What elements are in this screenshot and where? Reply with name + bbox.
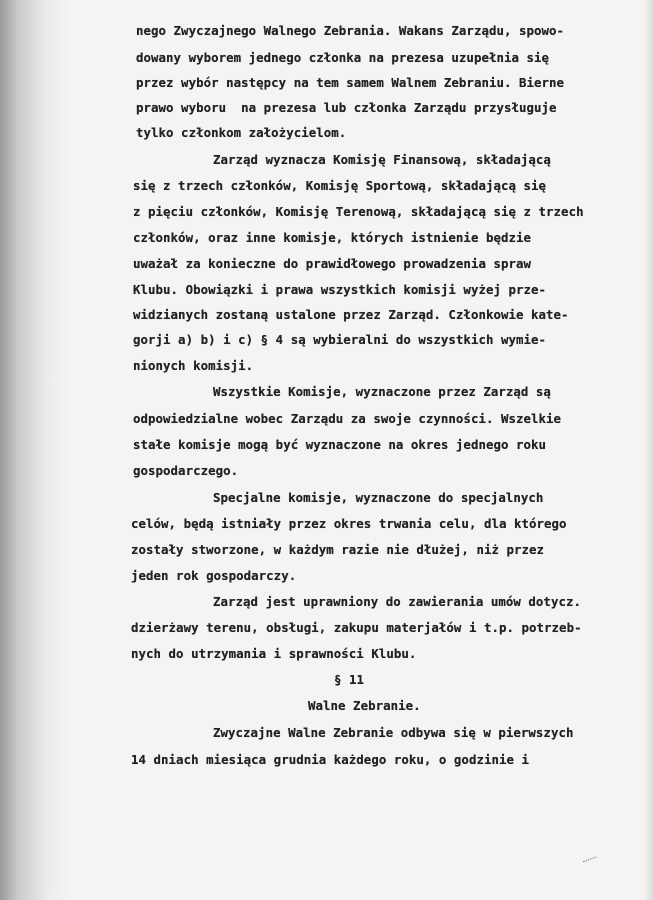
text-line: nych do utrzymania i sprawności Klubu. bbox=[131, 646, 417, 661]
text-line: gospodarczego. bbox=[133, 463, 239, 478]
text-line: 14 dniach miesiąca grudnia każdego roku, o godzinie i bbox=[131, 752, 530, 767]
text-line: Wszystkie Komisje, wyznaczone przez Zarząd są bbox=[213, 384, 551, 399]
text-line: odpowiedzialne wobec Zarządu za swoje czynności. Wszelkie bbox=[133, 411, 562, 426]
section-title: Walne Zebranie. bbox=[308, 698, 421, 713]
text-line: Specjalne komisje, wyznaczone do specjalnych bbox=[213, 490, 544, 505]
text-line: nionych komisji. bbox=[133, 358, 254, 373]
text-line: z pięciu członków, Komisję Terenową, składającą się z trzech bbox=[133, 204, 584, 219]
text-line: widzianych zostaną ustalone przez Zarząd. Członkowie kate- bbox=[133, 307, 569, 322]
text-line: Zarząd wyznacza Komisję Finansową, składającą bbox=[213, 152, 551, 167]
text-line: przez wybór następcy na tem samem Walnem Zebraniu. Bierne bbox=[136, 75, 565, 90]
text-line: uważał za konieczne do prawidłowego prowadzenia spraw bbox=[133, 256, 532, 271]
text-line: dzierżawy terenu, obsługi, zakupu materjałów i t.p. potrzeb- bbox=[131, 620, 582, 635]
text-line: Klubu. Obowiązki i prawa wszystkich komisji wyżej prze- bbox=[133, 282, 547, 297]
text-line: stałe komisje mogą być wyznaczone na okres jednego roku bbox=[133, 437, 547, 452]
text-line: Zarząd jest uprawniony do zawierania umów dotycz. bbox=[213, 594, 581, 609]
text-line: celów, będą istniały przez okres trwania celu, dla którego bbox=[131, 516, 567, 531]
text-line: członków, oraz inne komisje, których istnienie będzie bbox=[133, 230, 532, 245]
text-line: gorji a) b) i c) § 4 są wybieralni do wszystkich wymie- bbox=[133, 332, 547, 347]
text-line: prawo wyboru na prezesa lub członka Zarządu przysługuje bbox=[136, 100, 557, 115]
text-line: jeden rok gospodarczy. bbox=[131, 568, 297, 583]
text-line: tylko członkom założycielom. bbox=[136, 125, 347, 140]
text-line: dowany wyborem jednego członka na prezesa uzupełnia się bbox=[136, 50, 550, 65]
text-line: zostały stworzone, w każdym razie nie dłużej, niż przez bbox=[131, 542, 545, 557]
text-line: się z trzech członków, Komisję Sportową, składającą się bbox=[133, 178, 547, 193]
section-number: § 11 bbox=[334, 672, 365, 687]
text-line: nego Zwyczajnego Walnego Zebrania. Wakans Zarządu, spowo- bbox=[136, 23, 565, 38]
text-line: Zwyczajne Walne Zebranie odbywa się w pierwszych bbox=[213, 725, 574, 740]
